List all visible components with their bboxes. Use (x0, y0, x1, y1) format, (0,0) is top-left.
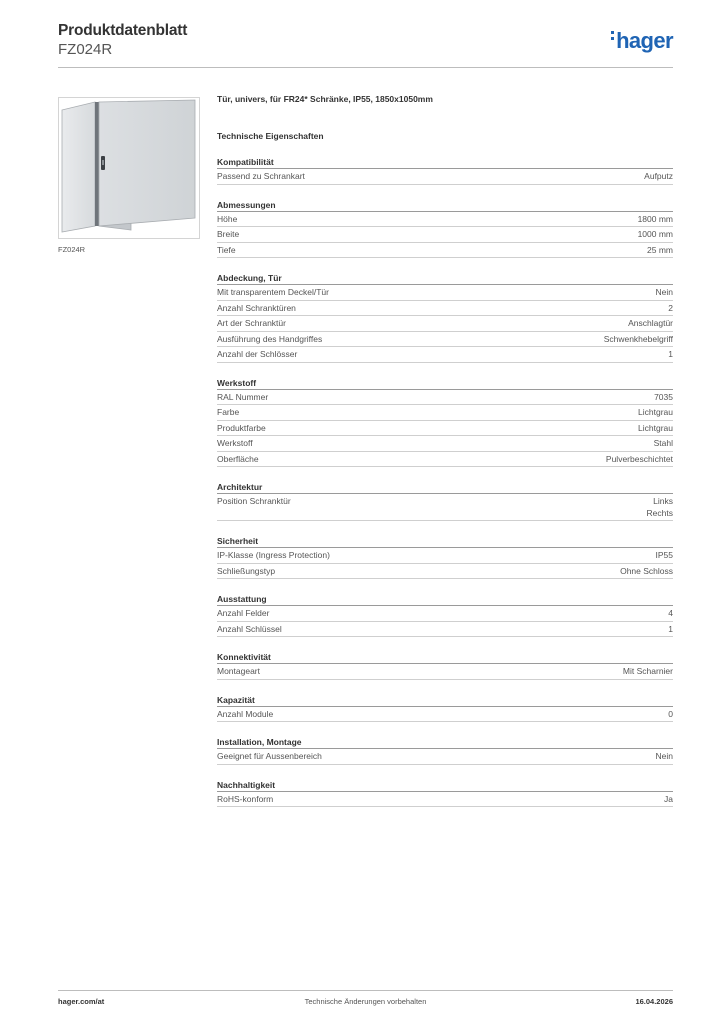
spec-groups (217, 155, 673, 807)
spec-group-title: Architektur (217, 480, 673, 494)
spec-label: Farbe (217, 407, 240, 417)
spec-group-title: Kapazität (217, 693, 673, 707)
spec-label: Geeignet für Aussenbereich (217, 751, 322, 761)
spec-value: Lichtgrau (638, 422, 673, 433)
document-title: Produktdatenblatt (58, 22, 188, 39)
spec-group (217, 592, 673, 637)
spec-value: 1 (668, 623, 673, 634)
spec-label: Tiefe (217, 244, 236, 255)
spec-row (217, 564, 673, 580)
spec-value: Nein (655, 751, 673, 761)
spec-label: RAL Nummer (217, 391, 269, 402)
spec-value: 1000 mm (637, 229, 673, 239)
spec-value: 2 (668, 302, 673, 313)
spec-group (217, 480, 673, 521)
spec-row (217, 606, 673, 622)
spec-group-title: Nachhaltigkeit (217, 778, 673, 792)
spec-label: RoHS-konform (217, 793, 274, 804)
spec-group (217, 198, 673, 259)
spec-label: Werkstoff (217, 438, 253, 448)
spec-label: Anzahl Schranktüren (217, 302, 296, 313)
spec-label: Art der Schranktür (217, 318, 286, 328)
spec-label: Produktfarbe (217, 422, 266, 433)
spec-label: Mit transparentem Deckel/Tür (217, 287, 329, 297)
spec-row (217, 792, 673, 808)
spec-row (217, 622, 673, 638)
spec-row (217, 548, 673, 564)
spec-row (217, 301, 673, 317)
spec-row (217, 452, 673, 468)
spec-row (217, 405, 673, 421)
spec-group (217, 376, 673, 468)
spec-label: IP-Klasse (Ingress Protection) (217, 550, 330, 560)
spec-label: Anzahl der Schlösser (217, 349, 298, 359)
spec-group (217, 735, 673, 765)
logo-colon-icon (611, 31, 614, 43)
logo-text: hager (616, 28, 673, 53)
spec-value: Aufputz (644, 171, 673, 181)
spec-row (217, 494, 673, 521)
spec-group-title: Abmessungen (217, 198, 673, 212)
spec-row (217, 332, 673, 348)
header-divider (58, 67, 673, 68)
spec-label: Montageart (217, 666, 260, 676)
product-image (58, 97, 200, 239)
spec-value: Links Rechts (646, 496, 673, 518)
image-caption: FZ024R (58, 245, 86, 254)
technical-properties-heading: Technische Eigenschaften (217, 131, 324, 141)
spec-row (217, 212, 673, 228)
product-description: Tür, univers, für FR24* Schränke, IP55, 1850x1050mm (217, 94, 433, 104)
spec-value: 1 (668, 349, 673, 359)
spec-value: Schwenkhebelgriff (603, 333, 673, 344)
spec-row (217, 285, 673, 301)
spec-group-title: Konnektivität (217, 650, 673, 664)
spec-group-title: Kompatibilität (217, 155, 673, 169)
spec-group (217, 155, 673, 185)
spec-value: 25 mm (647, 244, 673, 255)
spec-value: Stahl (653, 438, 673, 448)
specification-content (217, 93, 673, 807)
spec-group (217, 778, 673, 808)
spec-value: Lichtgrau (638, 407, 673, 417)
spec-row (217, 347, 673, 363)
spec-group (217, 693, 673, 723)
cabinet-door-icon (59, 98, 199, 238)
spec-label: Passend zu Schrankart (217, 171, 305, 181)
spec-value: 0 (668, 708, 673, 719)
footer-website: hager.com/at (58, 997, 105, 1006)
spec-value: Ja (664, 793, 673, 804)
spec-label: Anzahl Felder (217, 608, 270, 618)
spec-value: Mit Scharnier (622, 666, 673, 676)
spec-label: Anzahl Schlüssel (217, 623, 282, 634)
spec-label: Breite (217, 229, 240, 239)
spec-row (217, 421, 673, 437)
spec-label: Ausführung des Handgriffes (217, 333, 323, 344)
spec-value: 4 (668, 608, 673, 618)
spec-row (217, 707, 673, 723)
spec-row (217, 436, 673, 452)
spec-row (217, 243, 673, 259)
spec-label: Position Schranktür (217, 496, 291, 506)
spec-group-title: Abdeckung, Tür (217, 271, 673, 285)
spec-group (217, 271, 673, 363)
spec-row (217, 749, 673, 765)
spec-label: Oberfläche (217, 453, 259, 464)
spec-label: Höhe (217, 213, 238, 224)
spec-value: IP55 (655, 550, 673, 560)
spec-value: Ohne Schloss (620, 565, 673, 576)
spec-value: Nein (655, 287, 673, 297)
spec-row (217, 227, 673, 243)
footer-notice: Technische Änderungen vorbehalten (304, 997, 427, 1006)
footer-date: 16.04.2026 (635, 997, 673, 1006)
spec-label: Schließungstyp (217, 565, 276, 576)
spec-group (217, 650, 673, 680)
hager-logo (611, 28, 673, 54)
spec-value: 7035 (654, 391, 673, 402)
spec-value: Anschlagtür (628, 318, 673, 328)
spec-row (217, 316, 673, 332)
spec-group-title: Installation, Montage (217, 735, 673, 749)
spec-value: Pulverbeschichtet (605, 453, 673, 464)
page-header (58, 22, 673, 68)
spec-group-title: Ausstattung (217, 592, 673, 606)
spec-group-title: Sicherheit (217, 534, 673, 548)
footer-divider (58, 990, 673, 991)
spec-row (217, 664, 673, 680)
spec-label: Anzahl Module (217, 708, 274, 719)
product-code: FZ024R (58, 41, 113, 58)
spec-row (217, 169, 673, 185)
spec-row (217, 390, 673, 406)
spec-value: 1800 mm (637, 213, 673, 224)
spec-group-title: Werkstoff (217, 376, 673, 390)
spec-group (217, 534, 673, 579)
